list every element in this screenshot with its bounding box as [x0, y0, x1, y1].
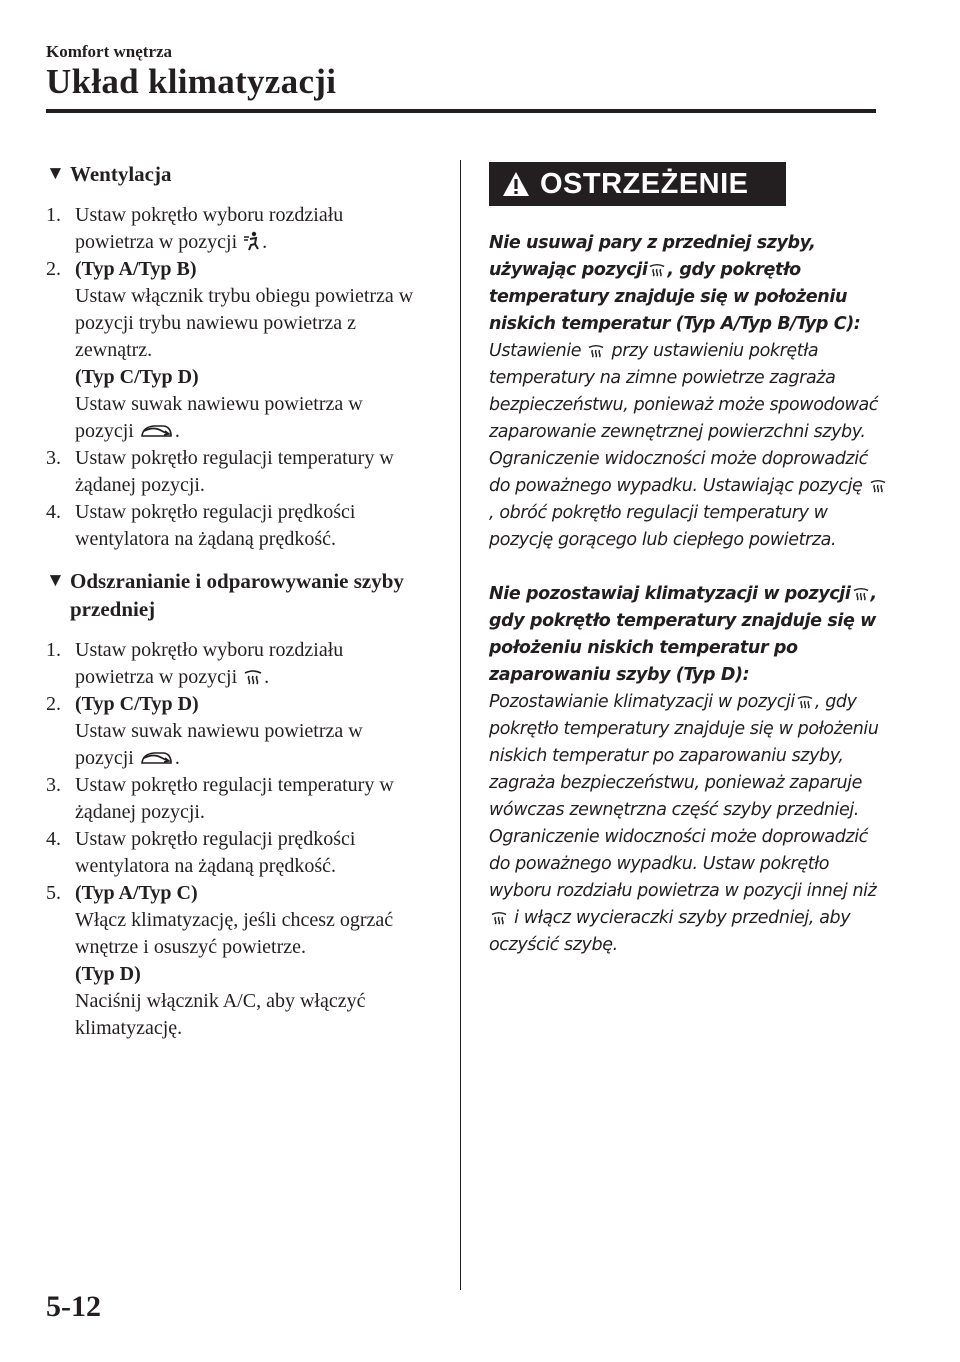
- warning-title: Nie usuwaj pary z przedniej szyby, używając pozycji , gdy pokrętło temperatury znajduje się w położeniu niskich temperatur (Typ A/Typ B/Typ C):: [489, 233, 861, 334]
- section-heading-defrost: [46, 567, 426, 623]
- windshield-defrost-icon: [869, 478, 887, 494]
- page-title: Układ klimatyzacji: [46, 62, 337, 101]
- page-number: 5-12: [46, 1290, 101, 1323]
- warning-content: [489, 230, 889, 959]
- column-divider: [460, 160, 461, 1290]
- windshield-defrost-icon: [852, 586, 870, 602]
- warning-body: Pozostawianie klimatyzacji w pozycji , gdy pokrętło temperatury znajduje się w położeniu niskich temperatur po zaparowaniu szyby, zagraża bezpieczeństwu, ponieważ zaparuje wówczas zewnętrzna część szyby przedniej. Ograniczenie widoczności może doprowadzić do poważnego wypadku. Ustaw pokrętło wyboru rozdziału powietrza w pozycji innej niż i włącz wycieraczki szyby przedniej, aby oczyścić szybę.: [489, 692, 879, 955]
- triangle-bullet-icon: ▼: [46, 570, 65, 591]
- fresh-air-icon: [140, 422, 174, 440]
- windshield-defrost-icon: [490, 910, 508, 926]
- list-item: 1. Ustaw pokrętło wyboru rozdziału powietrza w pozycji .: [46, 639, 344, 688]
- warning-icon: [502, 171, 530, 197]
- section-heading-text: Odszranianie i odparowywanie szyby przedniej: [70, 569, 404, 621]
- section-heading-text: Wentylacja: [70, 162, 172, 186]
- windshield-defrost-icon: [243, 668, 263, 686]
- list-item: 2. (Typ A/Typ B) Ustaw włącznik trybu obiegu powietrza w pozycji trybu nawiewu powietrza z zewnątrz. (Typ C/Typ D) Ustaw suwak nawiewu powietrza w pozycji .: [46, 258, 414, 442]
- triangle-bullet-icon: ▼: [46, 163, 65, 184]
- windshield-defrost-icon: [648, 262, 666, 278]
- left-column: [46, 160, 426, 1042]
- windshield-defrost-icon: [796, 694, 814, 710]
- windshield-defrost-icon: [587, 343, 605, 359]
- list-item: 4. Ustaw pokrętło regulacji prędkości wentylatora na żądaną prędkość.: [46, 828, 356, 877]
- section-heading-ventilation: [46, 160, 426, 188]
- list-item: 3. Ustaw pokrętło regulacji temperatury w żądanej pozycji.: [46, 447, 394, 496]
- warning-body: Ustawienie przy ustawieniu pokrętła temperatury na zimne powietrze zagraża bezpieczeństwu, ponieważ może spowodować zaparowanie zewnętrznej powierzchni szyby. Ograniczenie widoczności może doprowadzić do poważnego wypadku. Ustawiając pozycję , obróć pokrętło regulacji temperatury w pozycję gorącego lub ciepłego powietrza.: [489, 338, 889, 554]
- warning-badge: [489, 162, 786, 206]
- fresh-air-icon: [140, 749, 174, 767]
- list-item: 3. Ustaw pokrętło regulacji temperatury w żądanej pozycji.: [46, 774, 394, 823]
- warning-title: Nie pozostawiaj klimatyzacji w pozycji , gdy pokrętło temperatury znajduje się w położeniu niskich temperatur po zaparowaniu szyby (Typ D):: [489, 584, 877, 685]
- list-item: 2. (Typ C/Typ D) Ustaw suwak nawiewu powietrza w pozycji .: [46, 693, 363, 769]
- header-rule: [46, 109, 876, 113]
- list-item: 5. (Typ A/Typ C) Włącz klimatyzację, jeśli chcesz ogrzać wnętrze i osuszyć powietrze. (Typ D) Naciśnij włącznik A/C, aby włączyć klimatyzację.: [46, 882, 394, 1039]
- section-label: Komfort wnętrza: [46, 42, 173, 61]
- list-item: 4. Ustaw pokrętło regulacji prędkości wentylatora na żądaną prędkość.: [46, 501, 356, 550]
- face-vent-icon: [243, 231, 261, 251]
- warning-badge-text: OSTRZEŻENIE: [540, 167, 749, 200]
- list-item: 1. Ustaw pokrętło wyboru rozdziału powietrza w pozycji .: [46, 204, 344, 253]
